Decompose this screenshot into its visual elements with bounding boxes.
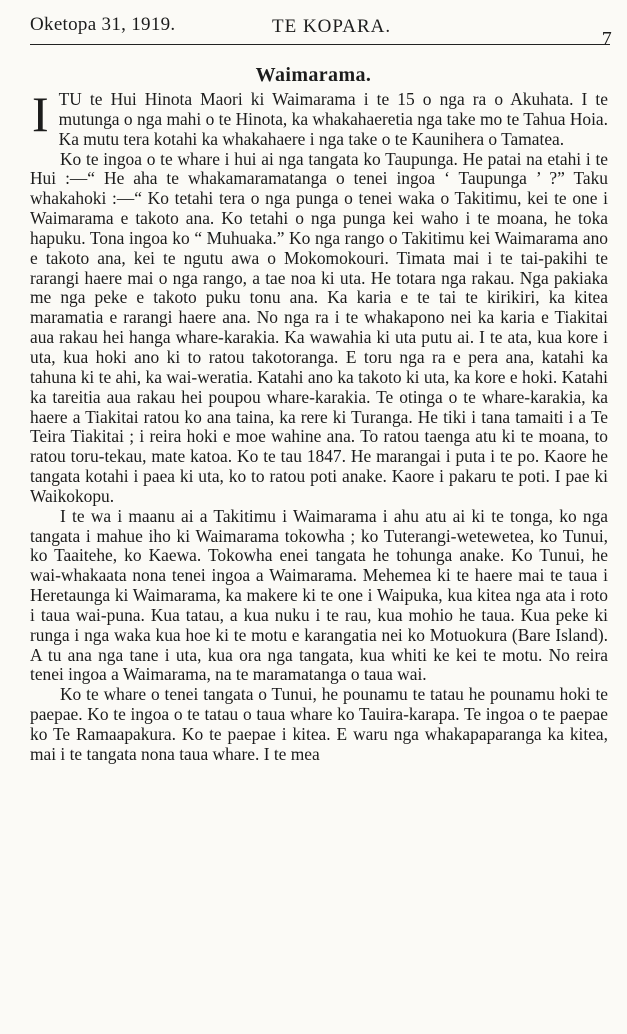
page-number: 7 bbox=[601, 28, 612, 50]
paragraph-text: TU te Hui Hinota Maori ki Waimarama i te 15 o nga ra o Akuhata. I te mutunga o nga mahi o te Hinota, ka whakahaeretia nga take mo te Tahua Hoia. Ka mutu tera kotahi ka whakahaere i nga take o te Kaunihera o Tamatea. bbox=[58, 89, 608, 149]
article-paragraph-1 bbox=[30, 86, 608, 150]
publication-title: TE KOPARA. bbox=[272, 16, 392, 37]
article-paragraph-2: Ko te ingoa o te whare i hui ai nga tangata ko Taupunga. He patai na etahi i te Hui :—“ He aha te whakamaramatanga o tenei ingoa ‘ Taupunga ’ ?” Taku whakahoki :—“ Ko tetahi tera o nga punga o tenei waka o Takitimu, kei te one i Waimarama e takoto ana. Ko tetahi o nga punga kei waho i te moana, he toka hapuku. Tona ingoa ko “ Muhuaka.” Ko nga rango o Takitimu kei Waimarama ano e takoto ana, kei te ngutu awa o Mokomokouri. Timata mai i te tai-pakihi te rarangi haere mai o nga rango, a tae noa ki uta. He totara nga rakau. Nga pakiaka me nga peke e takoto puku tonu ana. Ka karia e te tai te kirikiri, ka kitea maramatia e rarangi haere ana. No nga ra i te whakapono nei ka karia e Tiakitai aua rakau hei hanga whare-karakia. Ka wawahia ki uta putu ai. I te ata, kua kore i uta, kua hoki ano ki to ratou takotoranga. E toru nga ra e pera ana, katahi ka tahuna ki te ahi, ka wai-weratia. Katahi ano ka takoto ki uta, ka kore e hoki. Katahi ka tareitia aua rakau hei poupou whare-karakia. Te otinga o te whare-karakia, ka haere a Tiakitai ratou ko ana taina, ka rere ki Turanga. He tiki i tana tamaiti i a Te Teira Tiakitai ; i reira hoki e moe wahine ana. To ratou taenga atu ki te moana, to ratou toru-tekau, mate katoa. Ko te tau 1847. He marangai i puta i te po. Kaore he tangata kotahi i paea ki uta, ko to ratou poti anake. Kaore i pakaru te poti. I pae ki Waikokopu. bbox=[30, 148, 608, 506]
article-body bbox=[30, 86, 608, 765]
header-rule bbox=[30, 44, 610, 45]
running-header bbox=[30, 6, 612, 50]
drop-cap: I bbox=[32, 86, 49, 142]
issue-date: Oketopa 31, 1919. bbox=[30, 14, 176, 35]
article-paragraph-3: I te wa i maanu ai a Takitimu i Waimarama i ahu atu ai ki te tonga, ko nga tangata i mahue iho ki Waimarama tokowha ; ko Tuterangi-wetewetea, ko Tunui, ko Taaitehe, ko Kaewa. Tokowha enei tangata he tohunga anake. Ko Tunui, he wai-whakaata nona tenei ingoa a Waimarama. Mehemea ki te haere mai te taua i Heretaunga ki Waimarama, ka makere ki te one i Waipuka, kua kitea nga ata i roto i taua wai-puna. Kua tatau, a kua nuku i te rau, kua mohio he taua. Kua peke ki runga i nga waka kua hoe ki te motu e karangatia nei ko Motuokura (Bare Island). A tu ana nga tane i uta, kua ora nga tangata, kua whiti ke kei te motu. No reira tenei ingoa a Waimarama, na te maramatanga o taua wai. bbox=[30, 505, 608, 685]
article-title: Waimarama. bbox=[255, 64, 372, 86]
article-paragraph-4: Ko te whare o tenei tangata o Tunui, he pounamu te tatau he pounamu hoki te paepae. Ko te ingoa o te tatau o taua whare ko Tauira-karapa. Te ingoa o te paepae ko Te Ramaapakura. Ko te paepae i kitea. E waru nga whakapaparanga ka kitea, mai i te tangata nona taua whare. I te mea bbox=[30, 684, 608, 764]
